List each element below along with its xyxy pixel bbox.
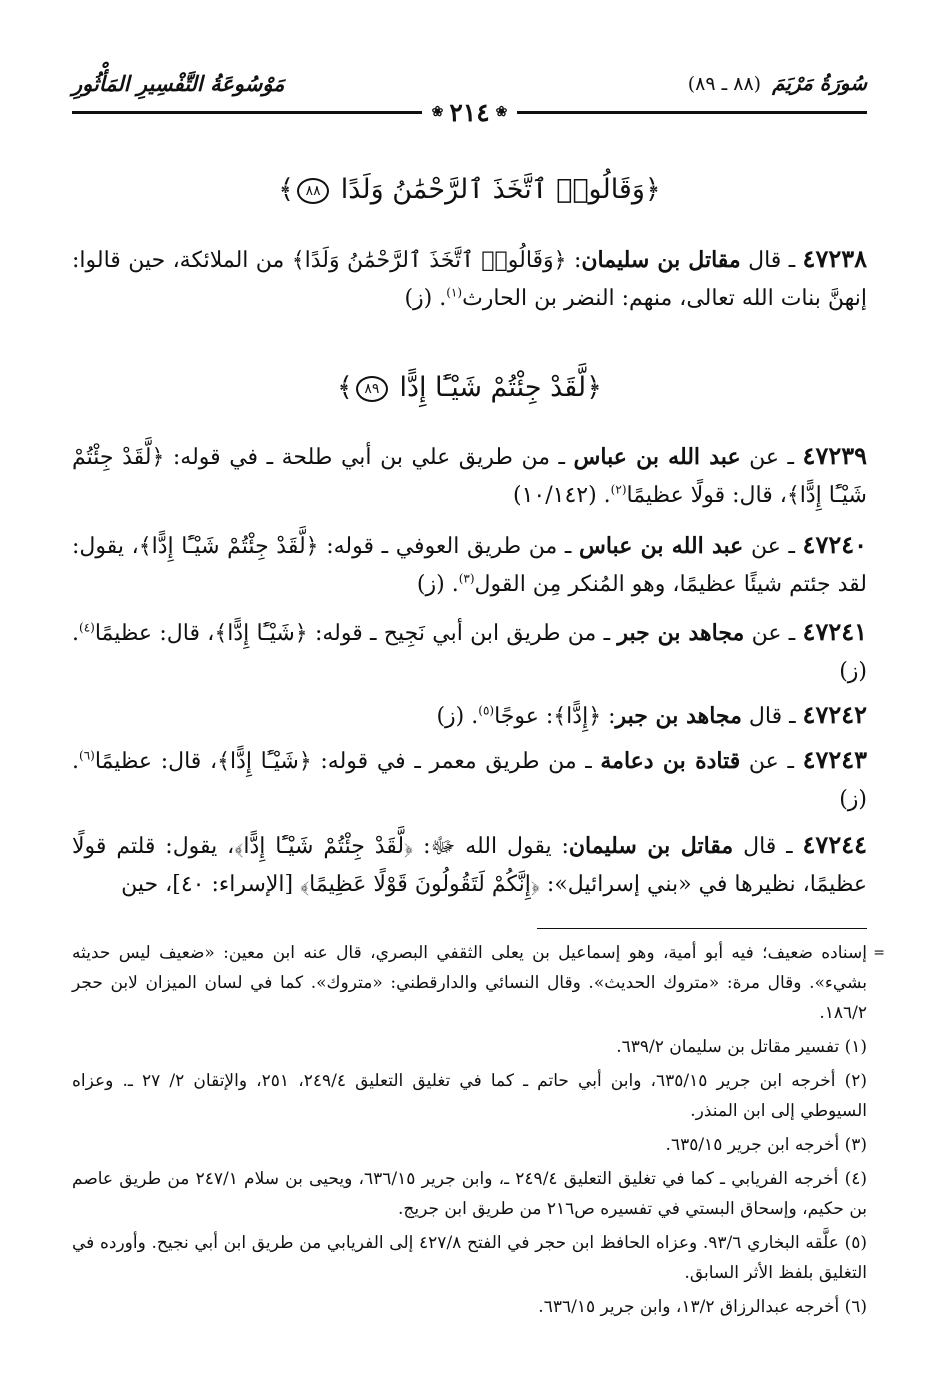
book-title: مَوْسُوعَةُ التَّفْسِيرِ المَأْثُورِ: [72, 70, 285, 96]
narrator-name: مجاهد بن جبر: [615, 703, 742, 729]
verse-close-bracket: ﴾: [278, 174, 295, 205]
entry-intro: قال: [733, 834, 777, 859]
footnote-3: (٣) أخرجه ابن جرير ٦٣٥/١٥.: [665, 1135, 867, 1155]
entry-dash: ـ: [782, 704, 803, 729]
narrator-name: مجاهد بن جبر: [617, 620, 745, 646]
narrator-name: مقاتل بن سليمان: [581, 247, 741, 273]
footnote-6: (٦) أخرجه عبدالرزاق ١٣/٢، وابن جرير ٦٣٦/١٥.: [538, 1297, 867, 1317]
footnote-ref[interactable]: (٥): [478, 703, 495, 718]
entry-dash: ـ: [778, 749, 803, 774]
entry-source: . (ز): [72, 621, 867, 684]
entry-text: ـ من طريق علي بن أبي طلحة ـ في قوله: ﴿لَّقَدْ جِئْتُمْ شَيْـًٔا إِدًّا﴾، قال: قولًا عظيمًا: [72, 445, 867, 508]
narrator-name: قتادة بن دعامة: [600, 748, 741, 774]
entry-source: . (ز): [404, 286, 447, 311]
entry-intro: قال: [741, 704, 783, 729]
ayah-number: ٨٩: [356, 376, 388, 402]
page-header: [72, 68, 867, 127]
ornament-icon: ❀: [431, 104, 444, 120]
entry-dash: ـ: [781, 248, 803, 273]
rule-line-right: [517, 111, 867, 114]
entry-dash: ـ: [781, 621, 803, 646]
entry-number: ٤٧٢٣٩: [802, 441, 867, 470]
footnote-separator: [537, 928, 867, 929]
entry-47238: [72, 240, 867, 318]
entry-47241: [72, 613, 867, 691]
entry-intro: عن: [743, 534, 781, 559]
footnote-1: (١) تفسير مقاتل بن سليمان ٦٣٩/٢.: [616, 1037, 867, 1057]
entry-number: ٤٧٢٤٢: [802, 700, 867, 729]
entry-47243: [72, 741, 867, 819]
footnote-ref[interactable]: (٦): [79, 748, 95, 763]
entry-47239: [72, 437, 867, 515]
entry-text: ـ من طريق ابن أبي نَجِيح ـ قوله: ﴿شَيْـًٔا إِدًّا﴾، قال: عظيمًا: [94, 621, 618, 646]
surah-title: سُورَةُ مَرْيَمَ: [772, 71, 867, 95]
verse-heading-88: [72, 170, 867, 210]
header-rule: [72, 97, 867, 127]
entry-text: ـ من طريق العوفي ـ قوله: ﴿لَّقَدْ جِئْتُمْ شَيْـًٔا إِدًّا﴾، يقول: لقد جئتم شيئًا عظيمًا، وهو المُنكر مِن القول: [72, 534, 867, 597]
entry-number: ٤٧٢٤٣: [802, 745, 868, 774]
footnotes: [72, 938, 885, 1326]
verse-range: (٨٨ ـ ٨٩): [687, 73, 762, 95]
footnote-5: (٥) علَّقه البخاري ٩٣/٦. وعزاه الحافظ ابن حجر في الفتح ٤٢٧/٨ إلى الفريابي من طريق ابن أبي نجيح. وأورده في التغليق بلفظ الأثر السابق.: [72, 1233, 868, 1283]
footnote-2: (٢) أخرجه ابن جرير ٦٣٥/١٥، وابن أبي حاتم ـ كما في تغليق التعليق ٢٤٩/٤، ٢٥١، والإتقان ٢/ ٢٧ ـ. وعزاه السيوطي إلى ابن المنذر.: [72, 1071, 867, 1121]
continuation-mark: =: [873, 945, 885, 961]
entry-47242: [72, 696, 867, 736]
entry-source: . (ز): [416, 572, 459, 597]
header-titles: [72, 68, 867, 98]
entry-source: . (١٠/١٤٢): [513, 483, 611, 508]
entry-dash: ـ: [776, 834, 803, 859]
entry-number: ٤٧٢٣٨: [802, 244, 867, 273]
entry-intro: عن: [740, 445, 779, 470]
entry-number: ٤٧٢٤٠: [802, 530, 867, 559]
verse-close-bracket: ﴾: [337, 372, 353, 403]
entry-number: ٤٧٢٤٤: [802, 830, 867, 859]
entry-text: ـ من طريق معمر ـ في قوله: ﴿شَيْـًٔا إِدًّا﴾، قال: عظيمًا: [94, 749, 601, 774]
entry-intro: قال: [740, 248, 782, 273]
page-number: ٢١٤: [449, 97, 490, 127]
narrator-name: عبد الله بن عباس: [579, 533, 744, 559]
entry-dash: ـ: [779, 445, 803, 470]
entry-dash: ـ: [780, 534, 803, 559]
narrator-name: مقاتل بن سليمان: [568, 833, 734, 859]
rule-line-left: [72, 111, 422, 114]
footnote-ref[interactable]: (٤): [79, 620, 95, 635]
ornament-icon: ❀: [495, 104, 508, 120]
footnote-continuation: [72, 938, 885, 1028]
ayah-number: ٨٨: [297, 178, 329, 204]
footnote-ref[interactable]: (١): [446, 285, 463, 300]
verse-text: ﴿وَقَالُوا۟ ٱتَّخَذَ ٱلرَّحْمَٰنُ وَلَدًا: [340, 174, 661, 205]
entry-text: : ﴿إِدًّا﴾: عوجًا: [494, 704, 616, 729]
footnote-ref[interactable]: (٣): [458, 571, 475, 586]
footnote-ref[interactable]: (٢): [610, 482, 627, 497]
entry-intro: عن: [740, 749, 779, 774]
verse-text: ﴿لَّقَدْ جِئْتُمْ شَيْـًٔا إِدًّا: [399, 372, 602, 403]
entry-47240: [72, 526, 867, 604]
entry-intro: عن: [744, 621, 782, 646]
page-number-box: [422, 98, 518, 127]
entry-number: ٤٧٢٤١: [802, 617, 867, 646]
verse-heading-89: [72, 368, 867, 408]
entry-47244: [72, 826, 867, 904]
footnote-text: إسناده ضعيف؛ فيه أبو أمية، وهو إسماعيل بن يعلى الثقفي البصري، قال عنه ابن معين: «ضعيف ليس حديثه بشيء». وقال مرة: «متروك الحديث». وقال النسائي والدارقطني: «متروك». كما في لسان الميزان لابن حجر ١٨٦/٢.: [72, 943, 867, 1023]
narrator-name: عبد الله بن عباس: [573, 444, 741, 470]
footnote-4: (٤) أخرجه الفريابي ـ كما في تغليق التعليق ٢٤٩/٤ ـ، وابن جرير ٦٣٦/١٥، ويحيى بن سلام ٢٤٧/١ من طريق عاصم بن حكيم، وإسحاق البستي في تفسيره ص٢١٦ من طريق ابن جريج.: [72, 1169, 868, 1219]
entry-text: : ﴿وَقَالُوا۟ ٱتَّخَذَ ٱلرَّحْمَٰنُ وَلَدًا﴾ من الملائكة، حين قالوا: إنهنَّ بنات الله تعالى، منهم: النضر بن الحارث: [72, 248, 867, 311]
entry-source: . (ز): [72, 749, 867, 812]
running-title-right: [688, 71, 867, 95]
entry-text: : يقول الله ﷻ: ﴿لَّقَدْ جِئْتُمْ شَيْـًٔا إِدًّا﴾، يقول: قلتم قولًا عظيمًا، نظيرها في «بني إسرائيل»: ﴿إِنَّكُمْ لَتَقُولُونَ قَوْلًا عَظِيمًا﴾ [الإسراء: ٤٠]، حين: [72, 834, 867, 897]
entry-source: . (ز): [436, 704, 479, 729]
